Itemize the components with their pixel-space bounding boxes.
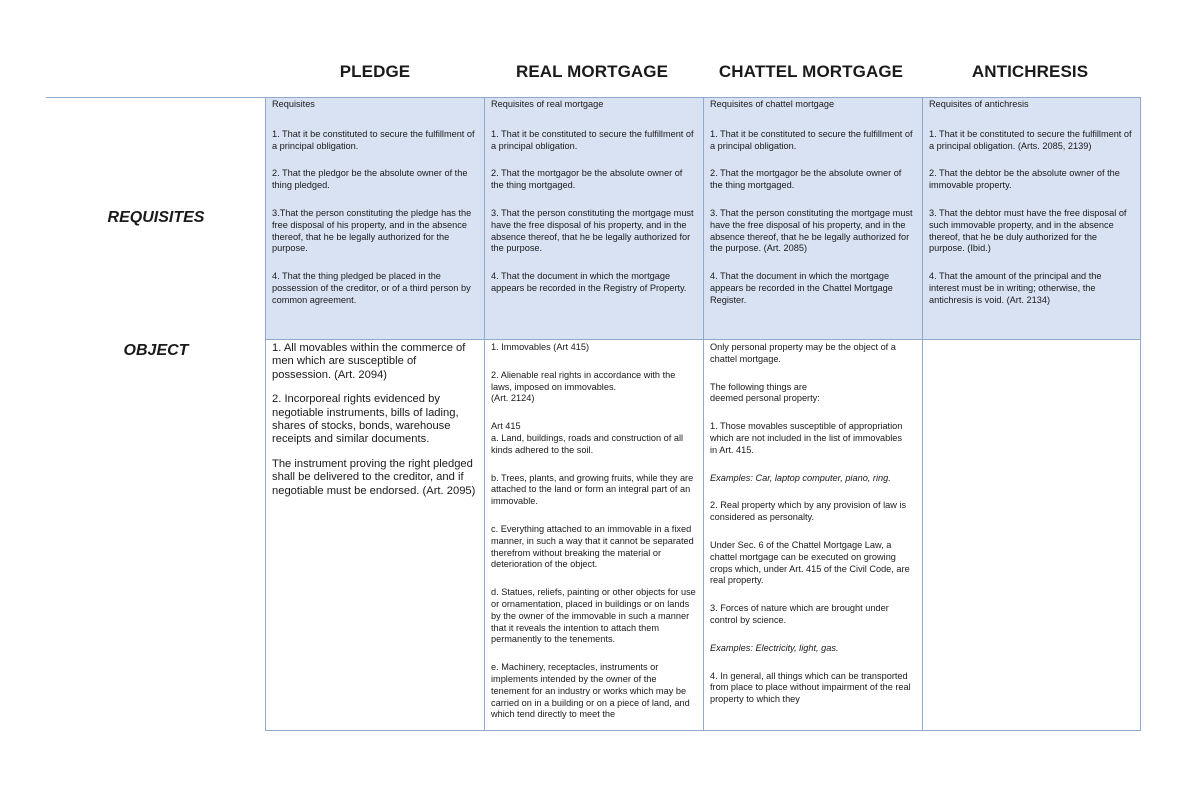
comparison-table — [265, 97, 1141, 731]
requisite-item: 2. That the mortgagor be the absolute owner of the thing mortgaged. — [491, 168, 683, 191]
requisite-item: 4. That the thing pledged be placed in the possession of the creditor, or of a third person by common agreement. — [272, 271, 471, 305]
cell-requisites-real-mortgage — [485, 98, 704, 340]
object-item: d. Statues, reliefs, painting or other objects for use or ornamentation, placed in buildings or on lands by the owner of the immovable in such a manner that it reveals the intention to attach them permanently to the tenements. — [491, 587, 696, 645]
cell-object-antichresis — [923, 340, 1141, 731]
cell-requisites-pledge — [266, 98, 485, 340]
requisites-row — [266, 98, 1141, 340]
object-item: 2. Incorporeal rights evidenced by negotiable instruments, bills of lading, shares of stocks, bonds, warehouse receipts and similar documents. — [272, 393, 459, 446]
object-item: Only personal property may be the object of a chattel mortgage. — [710, 342, 896, 364]
object-item: The following things are deemed personal property: — [710, 381, 820, 404]
object-item: 2. Real property which by any provision of law is considered as personalty. — [710, 500, 907, 523]
requisite-item: 3.That the person constituting the pledge has the free disposal of his property, and in the absence thereof, that he be legally authorized for the purpose. — [272, 207, 472, 254]
requisite-item: 1. That it be constituted to secure the fulfillment of a principal obligation. (Arts. 2085, 2139) — [929, 128, 1132, 151]
row-label-requisites: REQUISITES — [107, 209, 205, 226]
object-item: 2. Alienable real rights in accordance with the laws, imposed on immovables. (Art. 2124) — [491, 369, 676, 404]
cell-requisites-antichresis — [923, 98, 1141, 340]
cell-object-pledge — [266, 340, 485, 731]
cell-object-chattel-mortgage — [704, 340, 923, 731]
cell-object-real-mortgage — [485, 340, 704, 731]
object-row — [266, 340, 1141, 731]
object-item: e. Machinery, receptacles, instruments or implements intended by the owner of the tenement for an industry or works which may be carried on in a building or on a piece of land, and which tend directly to meet the — [491, 662, 690, 720]
object-item: Art 415 a. Land, buildings, roads and construction of all kinds adhered to the soil. — [491, 421, 684, 455]
requisite-item: 3. That the debtor must have the free disposal of such immovable property, and in the absence thereof, that he be duly authorized for the purpose. (Ibid.) — [929, 207, 1127, 254]
requisite-item: 1. That it be constituted to secure the fulfillment of a principal obligation. — [491, 128, 694, 151]
column-header-antichresis: ANTICHRESIS — [971, 62, 1089, 81]
requisite-item: 1. That it be constituted to secure the fulfillment of a principal obligation. — [710, 128, 913, 151]
object-item: 1. All movables within the commerce of men which are susceptible of possession. (Art. 2094) — [272, 342, 466, 381]
example-note: Examples: Electricity, light, gas. — [710, 642, 839, 653]
requisite-item: 4. That the amount of the principal and the interest must be in writing; otherwise, the antichresis is void. (Art. 2134) — [929, 271, 1102, 305]
row-label-object: OBJECT — [123, 342, 189, 359]
object-item: Under Sec. 6 of the Chattel Mortgage Law, a chattel mortgage can be executed on growing crops which, under Art. 415 of the Civil Code, are real property. — [710, 539, 910, 586]
cell-heading: Requisites of real mortgage — [491, 99, 604, 109]
example-note: Examples: Car, laptop computer, piano, ring. — [710, 472, 891, 483]
requisite-item: 1. That it be constituted to secure the fulfillment of a principal obligation. — [272, 128, 475, 151]
requisite-item: 3. That the person constituting the mortgage must have the free disposal of his property, and in the absence thereof, that he be legally authorized for the purpose. — [491, 207, 694, 254]
requisite-item: 2. That the mortgagor be the absolute owner of the thing mortgaged. — [710, 168, 902, 191]
column-header-chattel-mortgage: CHATTEL MORTGAGE — [718, 62, 904, 81]
requisite-item: 4. That the document in which the mortgage appears be recorded in the Chattel Mortgage Register. — [710, 271, 893, 305]
header-divider-line — [46, 97, 266, 98]
column-header-pledge: PLEDGE — [339, 62, 411, 81]
object-item: b. Trees, plants, and growing fruits, while they are attached to the land or form an integral part of an immovable. — [491, 472, 694, 507]
object-item: 1. Immovables (Art 415) — [491, 342, 590, 352]
requisite-item: 4. That the document in which the mortgage appears be recorded in the Registry of Property. — [491, 271, 687, 293]
requisite-item: 2. That the debtor be the absolute owner of the immovable property. — [929, 168, 1120, 191]
cell-requisites-chattel-mortgage — [704, 98, 923, 340]
object-item: 4. In general, all things which can be transported from place to place without impairment of the real property to which they — [710, 670, 911, 705]
object-item: The instrument proving the right pledged shall be delivered to the creditor, and if negotiable must be endorsed. (Art. 2095) — [272, 457, 476, 497]
cell-heading: Requisites of antichresis — [929, 99, 1029, 109]
cell-heading: Requisites — [272, 99, 315, 109]
column-header-real-mortgage: REAL MORTGAGE — [515, 62, 669, 81]
object-item: 3. Forces of nature which are brought under control by science. — [710, 603, 889, 625]
requisite-item: 3. That the person constituting the mortgage must have the free disposal of his property, and in the absence thereof, that he be legally authorized for the purpose. (Art. 2085) — [710, 207, 913, 254]
object-item: c. Everything attached to an immovable in a fixed manner, in such a way that it cannot be separated therefrom without breaking the material or deterioration of the object. — [491, 523, 694, 570]
requisite-item: 2. That the pledgor be the absolute owner of the thing pledged. — [272, 168, 468, 191]
object-item: 1. Those movables susceptible of appropriation which are not included in the list of immovables in Art. 415. — [710, 421, 903, 455]
cell-heading: Requisites of chattel mortgage — [710, 99, 835, 109]
